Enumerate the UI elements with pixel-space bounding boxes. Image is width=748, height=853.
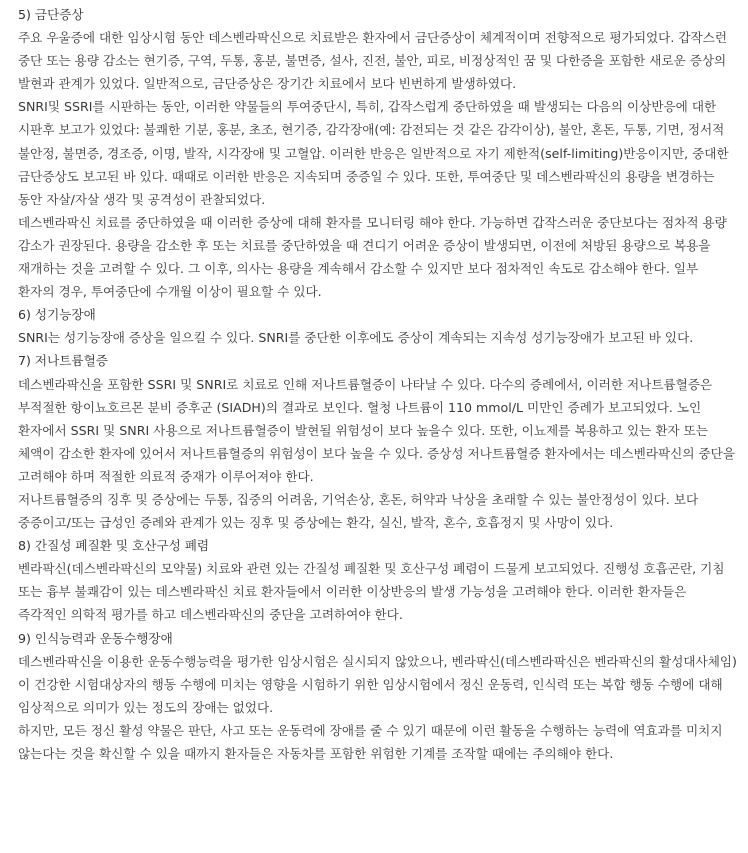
section-heading: 6) 성기능장애 — [18, 307, 96, 323]
section-withdrawal-symptoms — [18, 3, 738, 303]
paragraph: 하지만, 모든 정신 활성 약물은 판단, 사고 또는 운동력에 장애를 줄 수 있기 때문에 이런 활동을 수행하는 능력에 역효과를 미치지 않는다는 것을 확신할 수 있을 때까지 환자들은 자동차를 포함한 위험한 기계를 조작할 때에는 주의해야 한다. — [18, 722, 723, 761]
paragraph: 벤라팍신(데스벤라팍신의 모약물) 치료와 관련 있는 간질성 폐질환 및 호산구성 폐렴이 드물게 보고되었다. 진행성 호흡곤란, 기침 또는 흉부 불쾌감이 있는 데스벤라팍신 치료 환자들에서 이러한 이상반응의 발생 가능성을 고려해야 한다. 이러한 환자들은 즉각적인 의학적 평가를 하고 데스벤라팍신의 중단을 고려하여야 한다. — [18, 561, 725, 623]
paragraph: SNRI는 성기능장애 증상을 일으킬 수 있다. SNRI를 중단한 이후에도 증상이 계속되는 지속성 성기능장애가 보고된 바 있다. — [18, 330, 694, 346]
section-heading: 5) 금단증상 — [18, 7, 84, 22]
paragraph: 저나트륨혈증의 징후 및 증상에는 두통, 집중의 어려움, 기억손상, 혼돈, 허약과 낙상을 초래할 수 있는 불안정성이 있다. 보다 중증이고/또는 급성인 증례와 관계가 있는 징후 및 증상에는 환각, 실신, 발작, 혼수, 호흡정지 및 사망이 있다. — [18, 491, 699, 531]
section-cognitive-motor-impairment — [18, 627, 738, 766]
section-heading: 7) 저나트륨혈증 — [18, 353, 108, 369]
paragraph: 주요 우울증에 대한 임상시험 동안 데스벤라팍신으로 치료받은 환자에서 금단증상이 체계적이며 전향적으로 평가되었다. 갑작스런 중단 또는 용량 감소는 현기증, 구역, 두통, 홍분, 불면증, 설사, 진전, 불안, 피로, 비정상적인 꿈 및 다한증을 포함한 새로운 증상의 발현과 관계가 있었다. 일반적으로, 금단증상은 장기간 치료에서 보다 빈번하게 발생하였다. — [18, 30, 727, 92]
section-hyponatremia — [18, 349, 738, 534]
section-interstitial-lung-disease — [18, 534, 738, 626]
section-heading: 9) 인식능력과 운동수행장애 — [18, 630, 173, 646]
paragraph: 데스벤라팍신을 포함한 SSRI 및 SNRI로 치료로 인해 저나트륨혈증이 나타날 수 있다. 다수의 증례에서, 이러한 저나트륨혈증은 부적절한 항이뇨호르몬 분비 증후군 (SIADH)의 결과로 보인다. 혈청 나트륨이 110 mmol/L 미만인 증례가 보고되었다. 노인 환자에서 SSRI 및 SNRI 사용으로 저나트륨혈증이 발현될 위험성이 보다 높을수 있다. 또한, 이뇨제를 복용하고 있는 환자 또는 체액이 감소한 환자에 있어서 저나트륨혈증의 위험성이 보다 높을 수 있다. 증상성 저나트륨혈증 환자에서는 데스벤라팍신의 중단을 고려해야 하며 적절한 의료적 중재가 이루어져야 한다. — [18, 376, 735, 484]
paragraph: 데스벤라팍신 치료를 중단하였을 때 이러한 증상에 대해 환자를 모니터링 해야 한다. 가능하면 갑작스러운 중단보다는 점차적 용량 감소가 권장된다. 용량을 감소한 후 또는 치료를 중단하였을 때 견디기 어려운 증상이 발생되면, 이전에 처방된 용량으로 복용을 재개하는 것을 고려할 수 있다. 그 이후, 의사는 용량을 계속해서 감소할 수 있지만 보다 점차적인 속도로 감소해야 한다. 일부 환자의 경우, 투여중단에 수개월 이상이 필요할 수 있다. — [18, 214, 727, 300]
section-heading: 8) 간질성 폐질환 및 호산구성 폐렴 — [18, 538, 210, 554]
section-sexual-dysfunction — [18, 303, 738, 349]
paragraph: SNRI및 SSRI를 시판하는 동안, 이러한 약물들의 투여중단시, 특히, 갑작스럽게 중단하였을 때 발생되는 다음의 이상반응에 대한 시판후 보고가 있었다: 불쾌한 기분, 홍분, 초조, 현기증, 감각장애(예: 감전되는 것 같은 감각이상), 불안, 혼돈, 두통, 기면, 정서적 불안정, 불면증, 경조증, 이명, 발작, 시각장애 및 고혈압. 이러한 반응은 일반적으로 자기 제한적(self-limiting)반응이지만, 중대한 금단증상도 보고된 바 있다. 때때로 이러한 반응은 지속되며 중증일 수 있다. 또한, 투여중단 및 데스벤라팍신의 용량을 변경하는 동안 자살/자살 생각 및 공격성이 관찰되었다. — [18, 99, 729, 207]
paragraph: 데스벤라팍신을 이용한 운동수행능력을 평가한 임상시험은 실시되지 않았으나, 벤라팍신(데스벤라팍신은 벤라팍신의 활성대사체임)이 건강한 시험대상자의 행동 수행에 미치는 영향을 시험하기 위한 임상시험에서 정신 운동력, 인식력 또는 복합 행동 수행에 대해 임상적으로 의미가 있는 정도의 장애는 없었다. — [18, 653, 737, 715]
